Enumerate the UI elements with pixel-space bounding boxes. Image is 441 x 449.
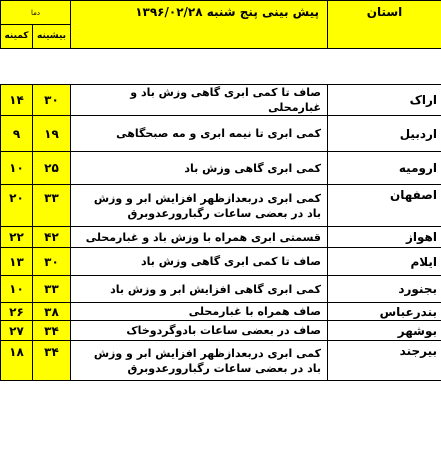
condition-cell: کمی ابری تا نیمه ابری و مه صبحگاهی [71,116,328,152]
min-temp-cell: ۱۸ [1,341,33,381]
max-temp-cell: ۳۰ [33,85,71,116]
table-row [1,152,441,185]
province-cell: بیرجند [328,341,441,381]
table-row [1,185,441,227]
min-temp-cell: ۱۰ [1,152,33,185]
condition-cell: کمی ابری گاهی وزش باد [71,152,328,185]
min-temp-cell: ۲۲ [1,227,33,248]
min-column-header: کمینه [1,25,33,49]
max-column-header: بیشینه [33,25,71,49]
condition-cell: صاف تا کمی ابری گاهی وزش باد [71,248,328,276]
condition-cell: کمی ابری گاهی افزایش ابر و وزش باد [71,276,328,303]
condition-cell: صاف تا کمی ابری گاهی وزش باد و غبارمحلی [71,85,328,116]
condition-cell: صاف در بعضی ساعات بادوگردوخاک [71,321,328,341]
province-cell: اردبیل [328,116,441,152]
max-temp-cell: ۳۴ [33,341,71,381]
province-cell: بوشهر [328,321,441,341]
forecast-title: پیش بینی پنج شنبه ۱۳۹۶/۰۲/۲۸ [71,1,328,49]
table-row [1,321,441,341]
table-row [1,303,441,321]
forecast-table [0,84,441,381]
province-cell: اصفهان [328,185,441,227]
table-row [1,248,441,276]
min-temp-cell: ۹ [1,116,33,152]
province-cell: اهواز [328,227,441,248]
max-temp-cell: ۴۲ [33,227,71,248]
min-temp-cell: ۲۷ [1,321,33,341]
province-cell: ارومیه [328,152,441,185]
province-cell: اراک [328,85,441,116]
table-row [1,227,441,248]
min-temp-cell: ۲۶ [1,303,33,321]
condition-cell: کمی ابری دربعدازظهر افزایش ابر و وزش باد در بعضی ساعات رگبارورعدوبرق [71,185,328,227]
min-temp-cell: ۱۳ [1,248,33,276]
state-column-header: استان [328,1,441,49]
condition-cell: صاف همراه با غبارمحلی [71,303,328,321]
min-temp-cell: ۲۰ [1,185,33,227]
table-row [1,276,441,303]
province-cell: ایلام [328,248,441,276]
min-temp-cell: ۱۴ [1,85,33,116]
header-table [0,0,441,49]
max-temp-cell: ۳۳ [33,276,71,303]
max-temp-cell: ۱۹ [33,116,71,152]
table-row [1,116,441,152]
table-row [1,341,441,381]
province-cell: بندرعباس [328,303,441,321]
temp-label: دما [1,1,71,25]
max-temp-cell: ۳۰ [33,248,71,276]
max-temp-cell: ۳۳ [33,185,71,227]
max-temp-cell: ۳۴ [33,321,71,341]
table-row [1,85,441,116]
max-temp-cell: ۲۵ [33,152,71,185]
province-cell: بجنورد [328,276,441,303]
min-temp-cell: ۱۰ [1,276,33,303]
max-temp-cell: ۳۸ [33,303,71,321]
condition-cell: کمی ابری دربعدازظهر افزایش ابر و وزش باد در بعضی ساعات رگبارورعدوبرق [71,341,328,381]
condition-cell: قسمتی ابری همراه با وزش باد و غبارمحلی [71,227,328,248]
